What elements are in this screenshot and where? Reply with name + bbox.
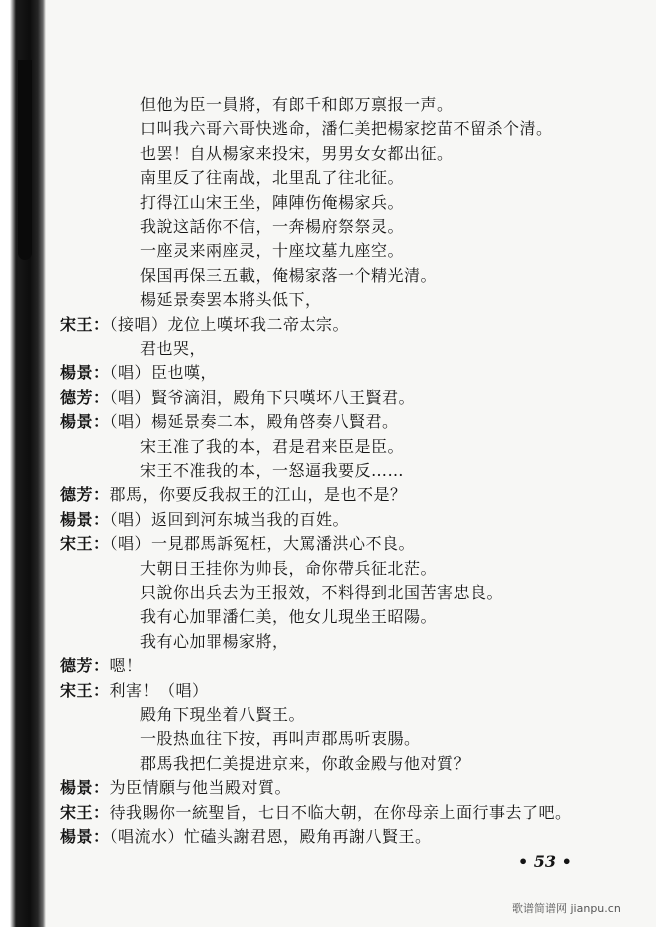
line-text: 一座灵来兩座灵，十座坟墓九座空。 [140, 241, 405, 261]
script-line [60, 803, 572, 823]
line-text: 君也哭， [140, 339, 207, 358]
binding-shadow [18, 60, 32, 260]
script-line [140, 705, 305, 725]
script-line [60, 510, 349, 530]
speaker-name: 德芳： [60, 485, 110, 505]
script-line [140, 437, 404, 457]
line-text: 保国再保三五載，俺楊家落一个精光清。 [140, 265, 438, 285]
line-text: 只說你出兵去为王报效，不料得到北国苦害忠良。 [140, 583, 504, 602]
line-text: 大朝日王挂你为帅長，命你帶兵征北茫。 [140, 558, 438, 578]
script-line [140, 754, 470, 774]
speaker-name: 宋王： [60, 802, 110, 822]
script-line [60, 363, 217, 383]
speaker-name: 宋王： [60, 680, 110, 700]
script-line [60, 827, 432, 847]
script-line [60, 681, 209, 701]
speaker-name: 楊景： [60, 363, 110, 383]
line-text: 我有心加罪潘仁美，他女儿現坐王昭陽。 [140, 607, 438, 627]
line-text: 但他为臣一員將，有郎千和郎万禀报一声。 [140, 95, 454, 114]
line-text: 宋王准了我的本，君是君来臣是臣。 [140, 436, 405, 456]
script-line [60, 412, 399, 432]
line-text: 口叫我六哥六哥快逃命，潘仁美把楊家挖苗不留杀个清。 [140, 119, 553, 139]
line-text: （唱）賢爷滴泪，殿角下只嘆坏八王賢君。 [109, 387, 416, 407]
script-line [140, 559, 437, 579]
line-text: 为臣情願与他当殿对質。 [109, 778, 292, 798]
speaker-name: 楊景： [60, 509, 110, 529]
script-line [140, 729, 421, 749]
script-line [140, 339, 206, 359]
script-line [140, 583, 503, 603]
line-text: （接唱）龙位上嘆坏我二帝太宗。 [109, 314, 350, 334]
line-text: 宋王不准我的本，一怒逼我要反…… [140, 461, 405, 480]
script-line [60, 485, 407, 505]
script-line [140, 632, 289, 652]
speaker-name: 楊景： [60, 412, 110, 432]
line-text: 嗯！ [109, 656, 143, 676]
line-text: （唱）一見郡馬訴冤枉，大罵潘洪心不良。 [109, 534, 416, 554]
line-text: （唱）臣也嘆， [109, 363, 218, 383]
script-line [60, 778, 291, 798]
speaker-name: 德芳： [60, 387, 110, 407]
speaker-name: 宋王： [60, 534, 110, 554]
line-text: 楊延景奏罢本將头低下， [140, 290, 322, 310]
script-line [140, 607, 437, 627]
script-line [60, 656, 143, 676]
script-line [140, 168, 404, 188]
line-text: 打得江山宋王坐，陣陣伤俺楊家兵。 [140, 192, 405, 212]
script-line [60, 315, 349, 335]
line-text: 郡馬，你要反我叔王的江山，是也不是？ [109, 485, 407, 505]
script-line [140, 217, 404, 237]
watermark-text: 歌谱简谱网 jianpu.cn [512, 902, 621, 915]
line-text: 利害！（唱） [109, 680, 209, 700]
script-line [140, 193, 404, 213]
speaker-name: 楊景： [60, 827, 110, 846]
line-text: 我說这話你不信，一奔楊府祭祭灵。 [140, 217, 405, 236]
line-text: 待我賜你一統聖旨，七日不临大朝，在你母亲上面行事去了吧。 [109, 802, 572, 822]
script-line [140, 241, 404, 261]
script-line [140, 461, 404, 481]
line-text: 也罢！自从楊家来投宋，男男女女都出征。 [140, 143, 454, 163]
script-line [140, 119, 553, 139]
page-number: • 53 • [518, 852, 572, 871]
speaker-name: 德芳： [60, 656, 110, 676]
line-text: （唱）楊延景奏二本，殿角啓奏八賢君。 [109, 412, 399, 432]
line-text: 一股热血往下按，再叫声郡馬听衷腸。 [140, 729, 421, 749]
line-text: 南里反了往南战，北里乱了往北征。 [140, 168, 405, 188]
line-text: 郡馬我把仁美提进京来，你敢金殿与他对質？ [140, 753, 471, 773]
script-line [140, 144, 454, 164]
line-text: 殿角下現坐着八賢王。 [140, 705, 306, 724]
line-text: （唱流水）忙磕头謝君恩，殿角再謝八賢王。 [109, 827, 432, 846]
script-line [60, 388, 415, 408]
speaker-name: 宋王： [60, 314, 110, 334]
line-text: 我有心加罪楊家將， [140, 631, 289, 651]
script-line [140, 95, 454, 115]
line-text: （唱）返回到河东城当我的百姓。 [109, 509, 350, 529]
speaker-name: 楊景： [60, 778, 110, 798]
script-line [60, 534, 415, 554]
script-line [140, 266, 437, 286]
script-line [140, 290, 322, 310]
